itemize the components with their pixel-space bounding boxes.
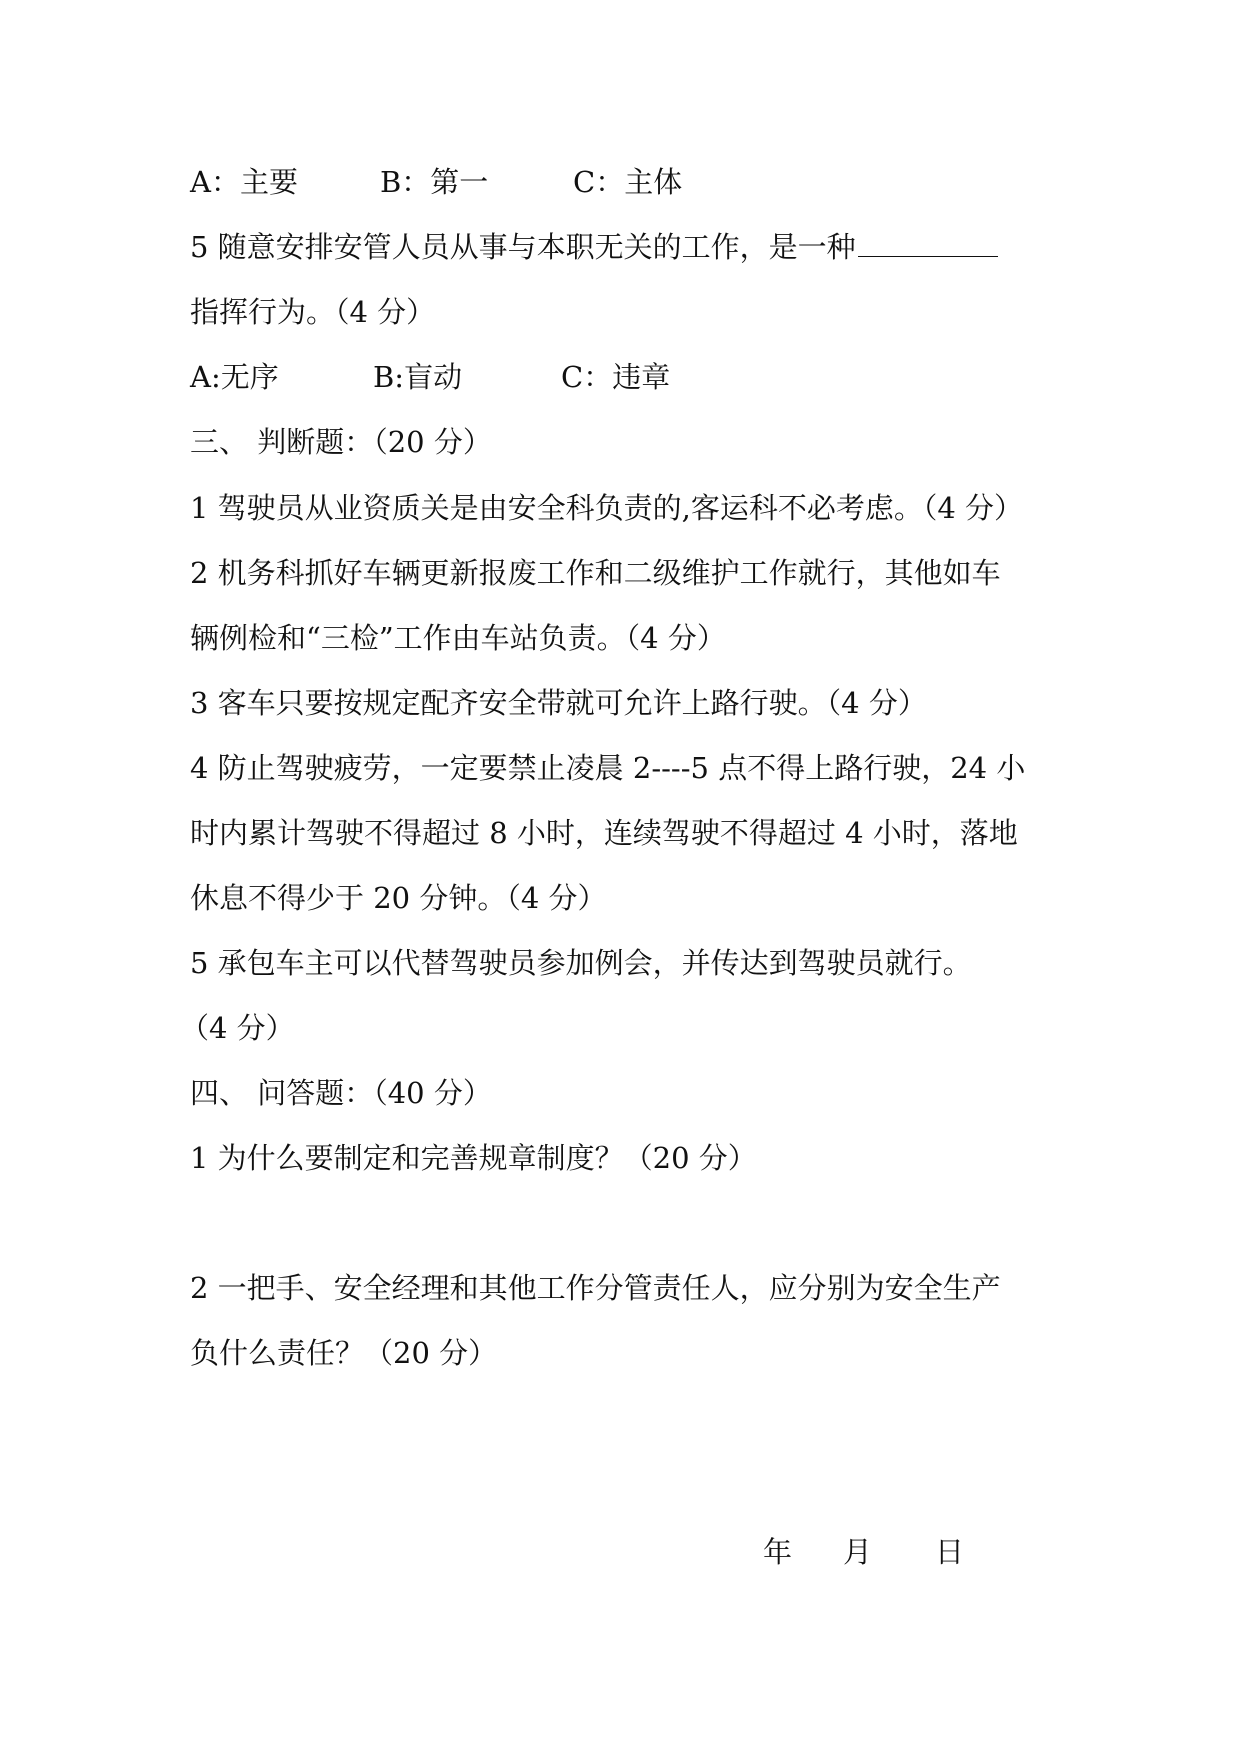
section3-item-line: 辆例检和“三检”工作由车站负责。（4 分） [190, 621, 726, 655]
date-month-label: 月 [843, 1535, 873, 1569]
section4-question-1: 1 为什么要制定和完善规章制度？（20 分） [190, 1141, 757, 1175]
q5-options-row [190, 357, 890, 397]
section3-item-line: （4 分） [180, 1011, 295, 1045]
q5-option-c: C：违章 [561, 360, 671, 394]
section3-item-line: 3 客车只要按规定配齐安全带就可允许上路行驶。（4 分） [190, 686, 927, 720]
q5-line-2: 指挥行为。（4 分） [190, 295, 436, 329]
q5-line-1 [190, 227, 998, 267]
section3-item-line: 4 防止驾驶疲劳，一定要禁止凌晨 2----5 点不得上路行驶，24 小 [190, 751, 1026, 785]
section4-question-2-line-1: 2 一把手、安全经理和其他工作分管责任人，应分别为安全生产 [190, 1271, 1001, 1305]
q5-text-1: 5 随意安排安管人员从事与本职无关的工作，是一种 [190, 230, 856, 264]
section3-item-line: 时内累计驾驶不得超过 8 小时，连续驾驶不得超过 4 小时，落地 [190, 816, 1018, 850]
q4-option-b: B：第一 [380, 165, 489, 199]
section4-question-2-line-2: 负什么责任？（20 分） [190, 1336, 498, 1370]
q5-option-b: B:盲动 [373, 360, 463, 394]
section3-item-line: 休息不得少于 20 分钟。（4 分） [190, 881, 607, 915]
q4-option-c: C：主体 [573, 165, 683, 199]
q4-options-row [190, 162, 890, 202]
section4-heading: 四、 问答题：（40 分） [190, 1076, 492, 1110]
q4-option-a: A：主要 [190, 165, 298, 199]
q5-answer-blank [858, 230, 998, 257]
section3-heading: 三、 判断题：（20 分） [190, 425, 492, 459]
section3-item-line: 5 承包车主可以代替驾驶员参加例会，并传达到驾驶员就行。 [190, 946, 972, 980]
date-year-label: 年 [763, 1535, 793, 1569]
date-day-label: 日 [935, 1535, 965, 1569]
section3-item-line: 2 机务科抓好车辆更新报废工作和二级维护工作就行，其他如车 [190, 556, 1001, 590]
section3-item-line: 1 驾驶员从业资质关是由安全科负责的,客运科不必考虑。（4 分） [190, 491, 1024, 525]
q5-option-a: A:无序 [190, 360, 279, 394]
